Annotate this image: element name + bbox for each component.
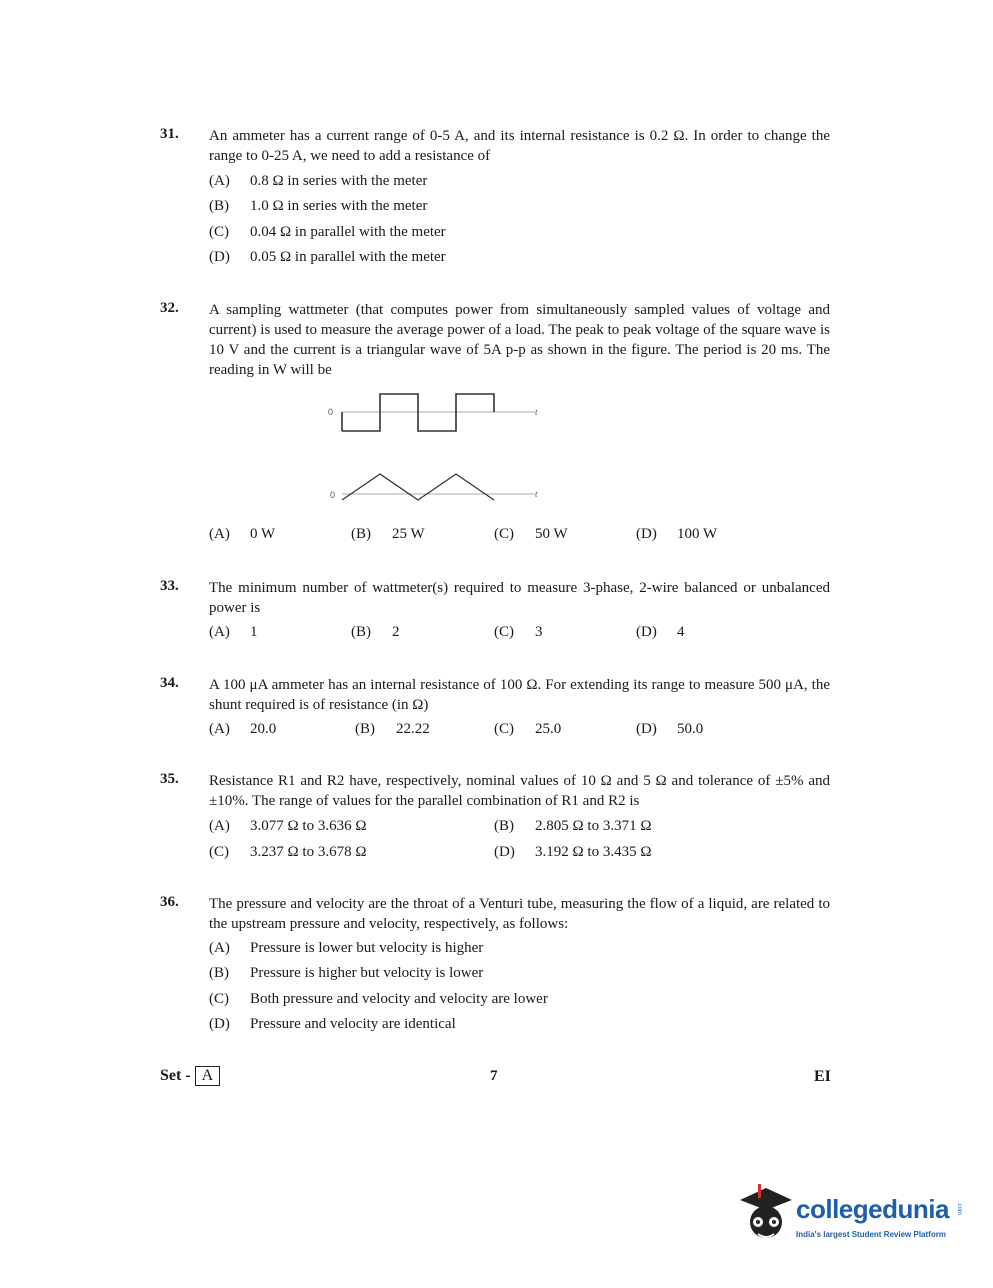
option-text: 1.0 Ω in series with the meter: [250, 198, 428, 214]
waveform-figure: [320, 385, 550, 510]
option-text: 0.8 Ω in series with the meter: [250, 173, 428, 189]
option-label: (B): [351, 526, 371, 542]
paper-code: EI: [814, 1068, 831, 1085]
option-a: [209, 624, 258, 641]
question-text: A sampling wattmeter (that computes power from simultaneously sampled values of voltage and current) is used to measure the average power of a load. The peak to peak voltage of the square wave is 10 V and the current is a triangular wave of 5A p-p as shown in the figure. The period is 20 ms. The reading in W will be: [209, 302, 830, 378]
option-text: Pressure is higher but velocity is lower: [250, 965, 484, 981]
question-number: 35.: [160, 771, 179, 787]
option-d: [636, 526, 717, 543]
question-36: [160, 894, 830, 1039]
option-label: (B): [494, 818, 514, 834]
logo-suffix: .com: [956, 1202, 962, 1216]
option-text: 0.05 Ω in parallel with the meter: [250, 249, 446, 265]
option-text: 22.22: [396, 721, 430, 737]
option-text: 50 W: [535, 526, 568, 542]
triangle-wave-trace: [342, 474, 494, 500]
option-label: (A): [209, 624, 230, 640]
option-b: [351, 526, 425, 543]
question-number: 32.: [160, 300, 179, 316]
option-b: [351, 624, 400, 641]
option-label: (B): [355, 721, 375, 737]
option-a: [209, 940, 483, 957]
footer-set: [160, 1066, 220, 1086]
option-text: 25.0: [535, 721, 562, 737]
option-label: (A): [209, 940, 230, 956]
option-d: [209, 1016, 456, 1033]
question-text: An ammeter has a current range of 0-5 A, and its internal resistance is 0.2 Ω. In order to change the range to 0-25 A, we need to add a resistance of: [209, 128, 830, 164]
option-d: [494, 844, 651, 861]
question-31: [160, 126, 830, 271]
option-d: [209, 249, 446, 266]
question-text: A 100 μA ammeter has an internal resistance of 100 Ω. For extending its range to measure 500 μA, the shunt required is of resistance (in Ω): [209, 677, 830, 713]
square-wave-zero-label: 0: [328, 407, 334, 417]
set-value-box: A: [195, 1066, 221, 1086]
question-number: 31.: [160, 126, 179, 142]
option-text: 20.0: [250, 721, 277, 737]
square-wave-time-label: t: [535, 407, 538, 417]
option-label: (A): [209, 721, 230, 737]
option-label: (B): [351, 624, 371, 640]
option-label: (D): [636, 721, 657, 737]
logo-wordmark: collegedunia: [796, 1194, 949, 1224]
option-c: [209, 991, 548, 1008]
option-text: 4: [677, 624, 685, 640]
option-text: 3.237 Ω to 3.678 Ω: [250, 844, 367, 860]
option-text: 3.192 Ω to 3.435 Ω: [535, 844, 652, 860]
option-text: Pressure is lower but velocity is higher: [250, 940, 484, 956]
option-a: [209, 526, 275, 543]
option-label: (D): [636, 624, 657, 640]
set-label: Set -: [160, 1067, 191, 1084]
option-label: (B): [209, 198, 229, 214]
question-34: [160, 675, 830, 745]
option-label: (B): [209, 965, 229, 981]
option-a: [209, 721, 276, 738]
option-c: [209, 224, 446, 241]
square-wave: [328, 394, 538, 431]
option-d: [636, 721, 703, 738]
option-b: [494, 818, 651, 835]
triangle-wave-zero-label: 0: [330, 490, 336, 500]
option-text: 3.077 Ω to 3.636 Ω: [250, 818, 367, 834]
option-label: (A): [209, 173, 230, 189]
option-label: (C): [209, 844, 229, 860]
question-text: Resistance R1 and R2 have, respectively, nominal values of 10 Ω and 5 Ω and tolerance of ±5% and ±10%. The range of values for the parallel combination of R1 and R2 is: [209, 773, 830, 809]
option-label: (C): [494, 624, 514, 640]
question-number: 34.: [160, 675, 179, 691]
option-text: Both pressure and velocity and velocity are lower: [250, 991, 548, 1007]
option-c: [494, 721, 561, 738]
option-text: 1: [250, 624, 258, 640]
option-d: [636, 624, 685, 641]
question-33: [160, 578, 830, 648]
option-c: [209, 844, 366, 861]
option-b: [209, 965, 483, 982]
option-text: 0.04 Ω in parallel with the meter: [250, 224, 446, 240]
option-label: (D): [209, 249, 230, 265]
option-label: (C): [209, 991, 229, 1007]
option-a: [209, 173, 427, 190]
option-label: (C): [494, 526, 514, 542]
option-label: (D): [494, 844, 515, 860]
option-text: 50.0: [677, 721, 704, 737]
option-c: [494, 624, 543, 641]
option-text: 2.805 Ω to 3.371 Ω: [535, 818, 652, 834]
question-number: 36.: [160, 894, 179, 910]
option-b: [209, 198, 427, 215]
question-text: The pressure and velocity are the throat of a Venturi tube, measuring the flow of a liquid, are related to the upstream pressure and velocity, respectively, as follows:: [209, 896, 830, 932]
question-text: The minimum number of wattmeter(s) required to measure 3-phase, 2-wire balanced or unbalanced power is: [209, 580, 830, 616]
triangle-wave-time-label: t: [535, 489, 538, 499]
option-text: 25 W: [392, 526, 425, 542]
option-text: Pressure and velocity are identical: [250, 1016, 456, 1032]
option-text: 100 W: [677, 526, 718, 542]
option-label: (D): [636, 526, 657, 542]
logo-tagline: India's largest Student Review Platform: [796, 1230, 946, 1239]
option-text: 3: [535, 624, 543, 640]
option-a: [209, 818, 366, 835]
option-c: [494, 526, 568, 543]
option-label: (A): [209, 818, 230, 834]
option-label: (A): [209, 526, 230, 542]
option-text: 0 W: [250, 526, 276, 542]
option-text: 2: [392, 624, 400, 640]
option-label: (C): [209, 224, 229, 240]
mascot-icon: [736, 1180, 796, 1250]
collegedunia-logo: [736, 1180, 961, 1250]
option-label: (C): [494, 721, 514, 737]
triangular-wave: [330, 474, 538, 500]
question-35: [160, 771, 830, 866]
option-label: (D): [209, 1016, 230, 1032]
question-number: 33.: [160, 578, 179, 594]
option-b: [355, 721, 430, 738]
page-number: 7: [490, 1068, 498, 1084]
